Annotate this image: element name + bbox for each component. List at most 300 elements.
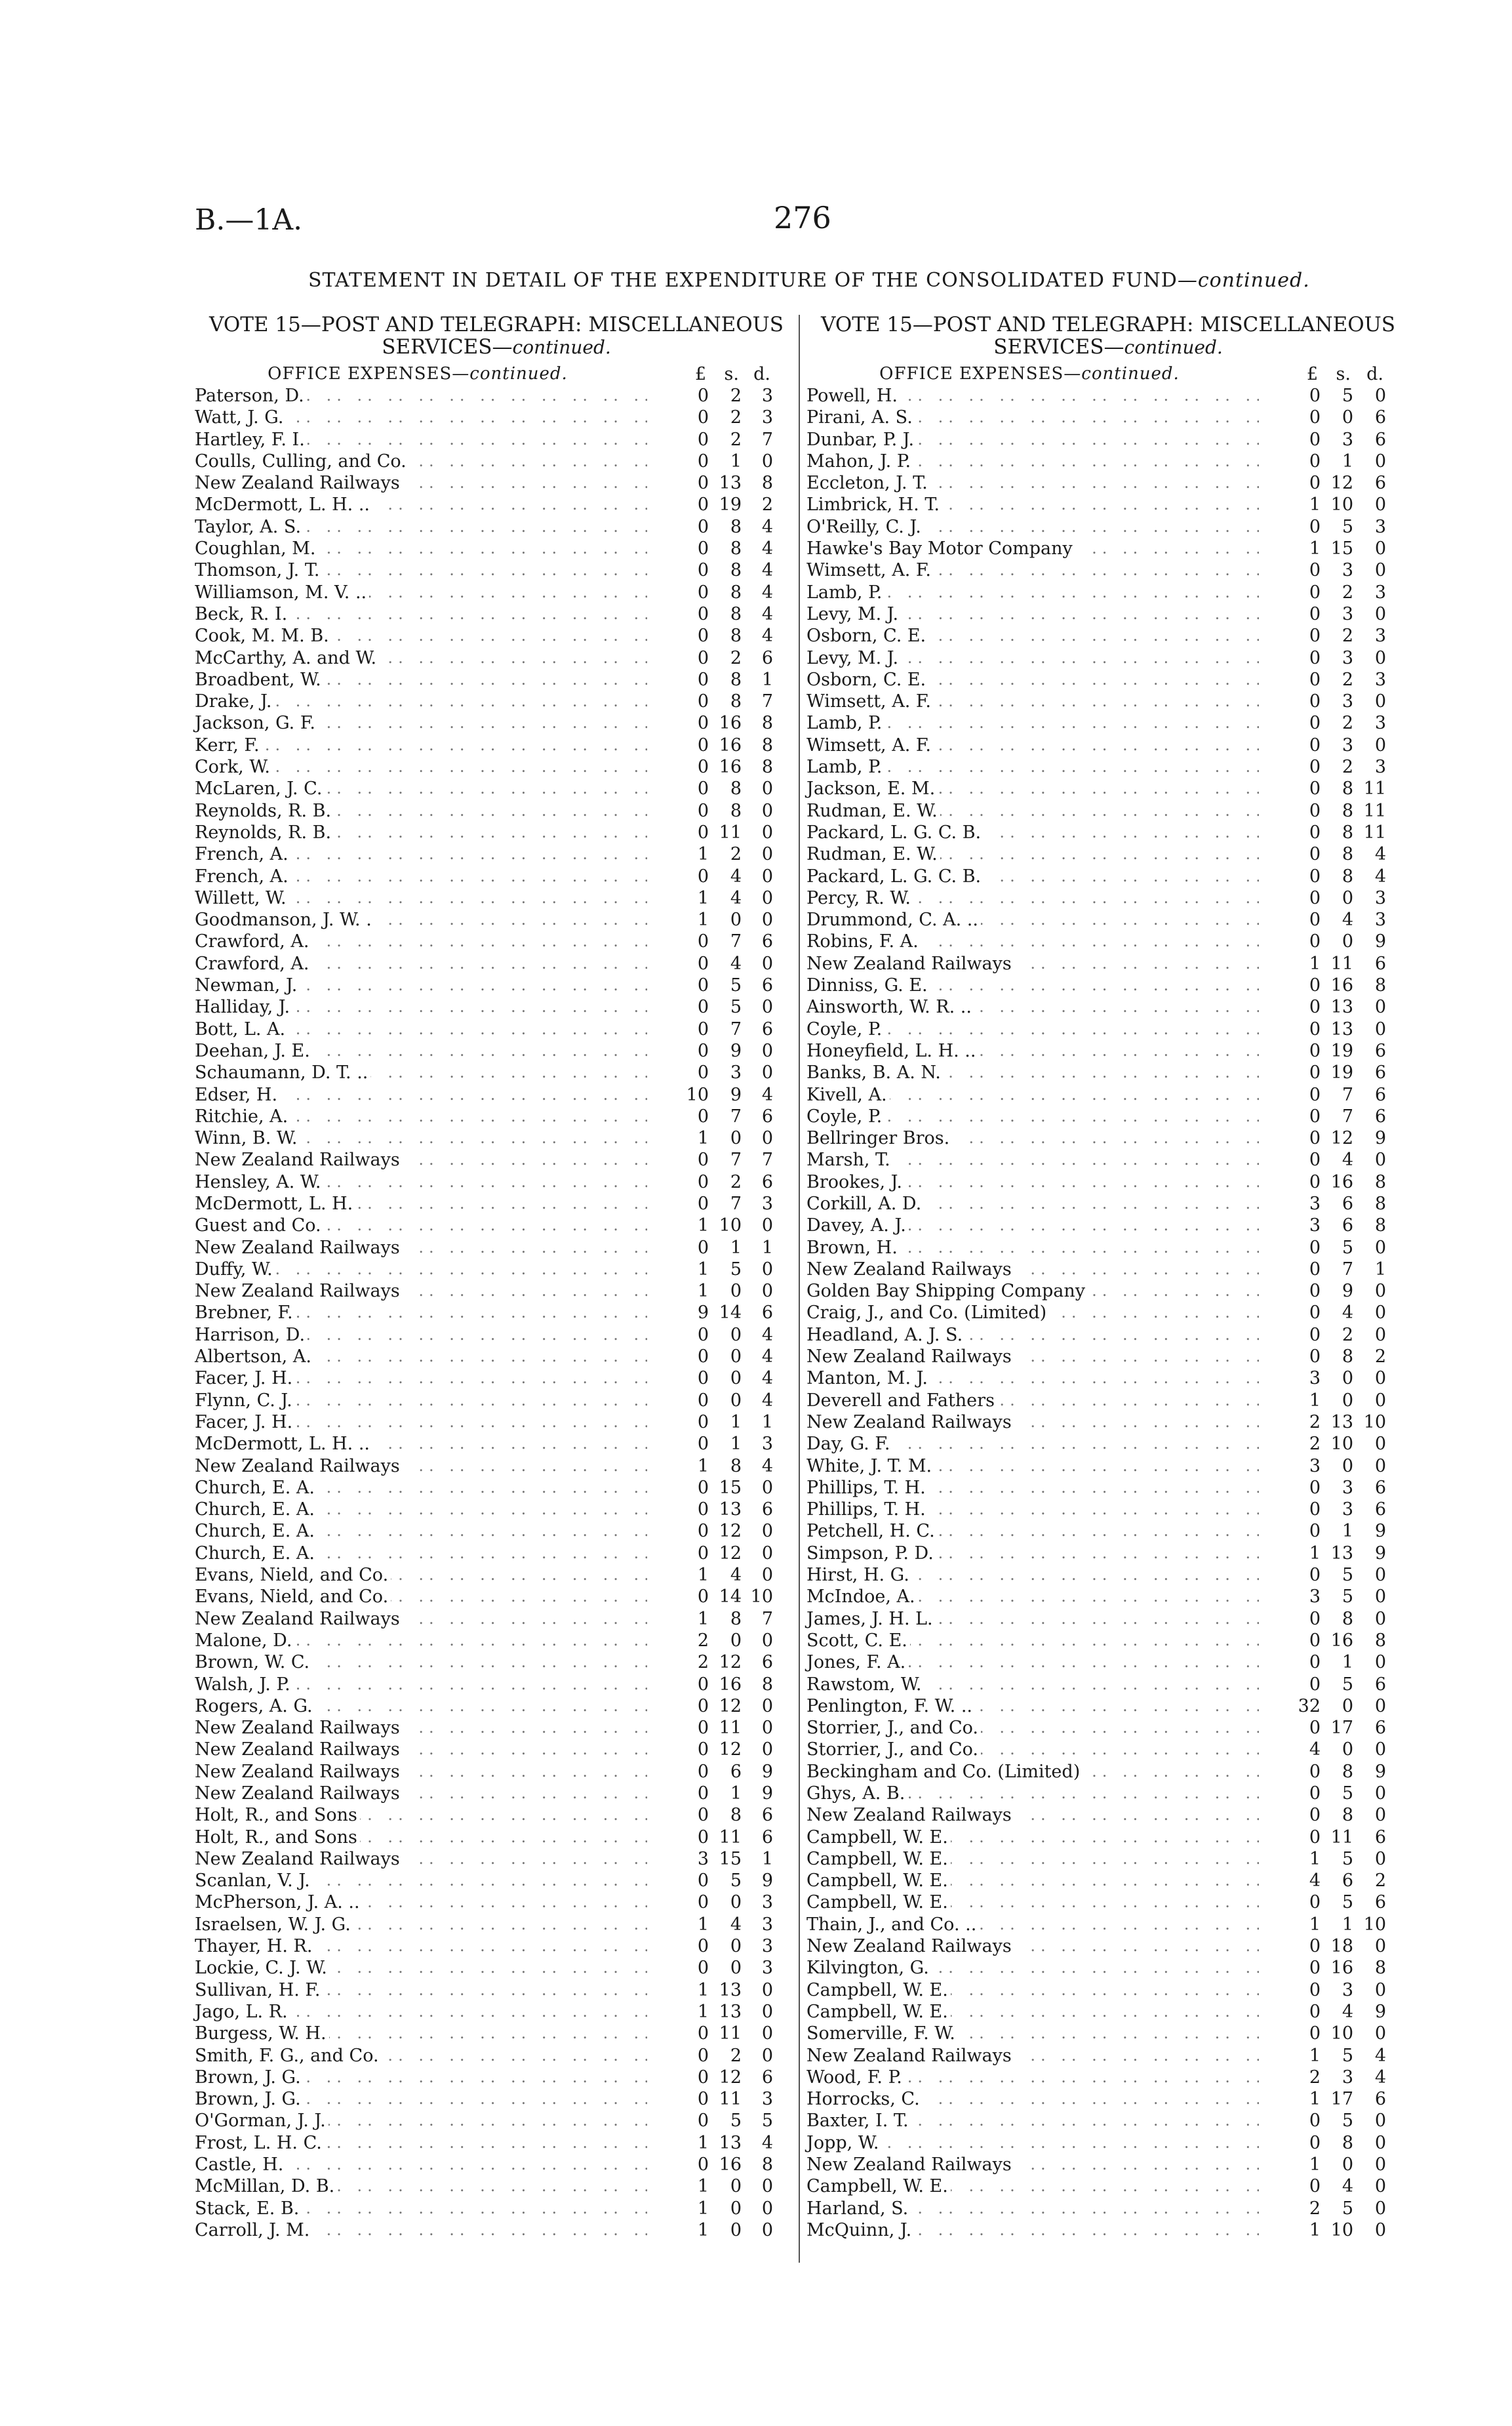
pence-value: 3 [761,2089,773,2110]
shillings-value: 0 [730,1324,742,1345]
payee-name: Penlington, F. W. .. [806,1695,975,1717]
pounds-value: 0 [1309,1718,1321,1739]
shillings-value: 12 [719,2067,742,2088]
shillings-value: 12 [1330,473,1353,494]
shillings-value: 0 [1342,1739,1353,1760]
pence-value: 4 [761,1455,773,1476]
pence-value: 4 [1374,866,1386,887]
pounds-value: 2 [1309,1411,1321,1432]
pounds-value: 0 [697,691,709,712]
shillings-value: 4 [1342,2001,1353,2022]
expense-row [195,2110,798,2132]
expense-row [806,1914,1410,1935]
pence-value: 3 [1374,669,1386,690]
shillings-value: 16 [1330,1958,1353,1979]
shillings-value: 0 [730,1936,742,1957]
payee-name: Simpson, P. D. [806,1543,936,1564]
pounds-value: 0 [697,866,709,887]
payee-name: Israelsen, W. J. G. [195,1914,353,1935]
expense-row [806,1084,1410,1106]
expense-row [195,866,798,887]
payee-name: Robins, F. A. [806,931,921,952]
pence-value: 0 [1374,2198,1386,2219]
payee-name: Reynolds, R. B. [195,800,334,822]
pounds-value: 0 [1309,2023,1321,2044]
payee-name: Bellringer Bros. [806,1127,952,1149]
shillings-value: 13 [719,1979,742,2000]
pounds-value: 0 [1309,713,1321,734]
pounds-value: 3 [1309,1587,1321,1607]
expense-row [806,472,1410,494]
pence-value: 11 [1363,822,1386,843]
shillings-value: 11 [1330,953,1353,974]
pounds-value: 0 [697,953,709,974]
payee-name: Campbell, W. E. [806,2001,951,2023]
payee-name: Church, E. A. [195,1520,317,1542]
pounds-value: 0 [1309,2132,1321,2153]
payee-name: Thayer, H. R. [195,1935,315,1957]
shillings-value: 7 [1342,1106,1353,1127]
pence-value: 0 [1374,603,1386,624]
pence-value: 4 [761,603,773,624]
shillings-value: 8 [1342,866,1353,887]
left-pounds-header: £ [694,364,706,384]
pounds-value: 0 [1309,1783,1321,1804]
expense-row [806,385,1410,407]
pounds-value: 0 [697,451,709,472]
payee-name: Campbell, W. E. [806,1848,951,1870]
payee-name: McCarthy, A. and W. [195,647,379,669]
payee-name: New Zealand Railways [806,1411,1014,1433]
payee-name: McMillan, D. B. [195,2175,337,2197]
pence-value: 8 [761,757,773,778]
left-column [195,313,798,2241]
payee-name: McDermott, L. H. .. [195,1433,372,1455]
expense-row [195,2023,798,2044]
payee-name: New Zealand Railways [806,2045,1014,2067]
payee-name: O'Gorman, J. J. [195,2110,328,2132]
pounds-value: 0 [1309,778,1321,799]
expense-row [195,2132,798,2154]
pounds-value: 0 [1309,997,1321,1018]
pounds-value: 2 [1309,1434,1321,1455]
payee-name: Brown, J. G. [195,2088,304,2110]
pence-value: 0 [1374,1805,1386,1826]
payee-name: Campbell, W. E. [806,1891,951,1913]
payee-name: Wimsett, A. F. [806,559,934,581]
pounds-value: 0 [1309,1521,1321,1542]
pounds-value: 0 [1309,866,1321,887]
pounds-value: 0 [1309,1565,1321,1586]
payee-name: Levy, M. J. [806,647,901,669]
pence-value: 9 [761,1783,773,1804]
expense-row [195,1564,798,1586]
shillings-value: 14 [719,1587,742,1607]
shillings-value: 8 [730,582,742,603]
shillings-value: 12 [719,1695,742,1716]
expense-row [806,429,1410,451]
shillings-value: 5 [1342,1892,1353,1913]
shillings-value: 11 [719,2023,742,2044]
pounds-value: 0 [1309,1303,1321,1324]
expense-row [195,1543,798,1564]
payee-name: Goodmanson, J. W. . [195,909,374,931]
expense-row [806,843,1410,865]
pounds-value: 0 [1309,647,1321,668]
pounds-value: 0 [1309,429,1321,450]
pence-value: 8 [761,473,773,494]
expense-row [195,1870,798,1891]
payee-name: Scott, C. E. [806,1630,910,1651]
pounds-value: 0 [1309,910,1321,931]
pence-value: 6 [1374,1674,1386,1695]
expense-row [195,1106,798,1127]
pence-value: 0 [761,910,773,931]
pence-value: 9 [1374,1128,1386,1149]
pence-value: 11 [1363,800,1386,821]
right-column [806,313,1410,2241]
expense-row [806,1761,1410,1783]
shillings-value: 10 [719,1215,742,1236]
expense-row [806,1237,1410,1259]
shillings-value: 8 [730,1608,742,1629]
shillings-value: 13 [1330,1543,1353,1564]
pounds-value: 0 [1309,1259,1321,1280]
pence-value: 1 [761,669,773,690]
shillings-value: 6 [1342,1193,1353,1214]
payee-name: Jago, L. R. [195,2001,290,2023]
expense-row [195,2219,798,2241]
shillings-value: 2 [1342,1324,1353,1345]
shillings-value: 8 [730,778,742,799]
expense-row [806,1259,1410,1280]
expense-row [195,1193,798,1215]
payee-name: Lamb, P. [806,582,885,603]
pence-value: 2 [761,495,773,516]
payee-name: Brebner, F. [195,1302,296,1324]
pounds-value: 0 [697,626,709,647]
pounds-value: 0 [1309,1674,1321,1695]
payee-name: Mahon, J. P. [806,451,913,472]
pounds-value: 1 [1309,2045,1321,2066]
expense-row [806,1543,1410,1564]
pounds-value: 0 [1309,1892,1321,1913]
leader-dots [195,735,647,756]
pence-value: 0 [761,1565,773,1586]
pounds-value: 1 [1309,1848,1321,1869]
pence-value: 3 [1374,516,1386,537]
expense-row [806,712,1410,734]
pence-value: 2 [1374,1870,1386,1891]
pence-value: 0 [1374,997,1386,1018]
payee-name: Williamson, M. V. .. [195,582,369,603]
expense-row [195,1433,798,1455]
pence-value: 0 [761,2023,773,2044]
expense-row [806,1783,1410,1804]
pounds-value: 1 [1309,2089,1321,2110]
shillings-value: 0 [730,1128,742,1149]
payee-name: Beckingham and Co. (Limited) [806,1761,1083,1783]
payee-name: New Zealand Railways [806,953,1014,975]
shillings-value: 11 [719,1827,742,1848]
pounds-value: 0 [1309,800,1321,821]
expense-row [195,1695,798,1717]
pence-value: 0 [761,844,773,865]
expense-row [806,1127,1410,1149]
pence-value: 6 [761,1019,773,1040]
shillings-value: 8 [730,538,742,559]
pounds-value: 0 [697,1936,709,1957]
pounds-value: 0 [697,1870,709,1891]
pounds-value: 0 [697,1718,709,1739]
expense-row [806,1455,1410,1477]
expense-row [806,1957,1410,1979]
payee-name: Burgess, W. H. [195,2023,329,2044]
expense-row [195,429,798,451]
expense-row [806,2088,1410,2110]
pence-value: 6 [761,1303,773,1324]
expense-row [806,1040,1410,1062]
shillings-value: 6 [1342,1215,1353,1236]
shillings-value: 0 [730,1346,742,1367]
pounds-value: 0 [697,1958,709,1979]
payee-name: Schaumann, D. T. .. [195,1062,370,1083]
pence-value: 4 [761,1390,773,1411]
shillings-value: 3 [1342,603,1353,624]
expense-row [195,385,798,407]
payee-name: Rawstom, W. [806,1674,925,1695]
payee-name: Albertson, A. [195,1346,314,1367]
expense-row [195,1149,798,1171]
shillings-value: 15 [1330,538,1353,559]
pounds-value: 0 [1309,2111,1321,2132]
expense-row [806,1367,1410,1389]
payee-name: Ritchie, A. [195,1106,290,1127]
expense-row [195,909,798,931]
shillings-value: 13 [719,2001,742,2022]
pounds-value: 0 [697,1150,709,1171]
shillings-value: 2 [730,407,742,428]
expense-row [195,538,798,559]
payee-name: Brown, J. G. [195,2067,304,2088]
shillings-value: 3 [1342,2067,1353,2088]
shillings-value: 8 [1342,2132,1353,2153]
shillings-value: 8 [730,1805,742,1826]
pounds-value: 0 [697,1543,709,1564]
shillings-value: 12 [719,1652,742,1673]
pence-value: 0 [1374,1434,1386,1455]
pence-value: 0 [761,953,773,974]
pence-value: 0 [761,866,773,887]
pence-value: 0 [1374,1324,1386,1345]
expense-row [806,756,1410,778]
shillings-value: 16 [719,713,742,734]
expense-row [806,625,1410,647]
payee-name: Holt, R., and Sons [195,1827,360,1848]
pence-value: 0 [761,1521,773,1542]
pounds-value: 0 [697,1324,709,1345]
payee-name: New Zealand Railways [195,1149,403,1171]
payee-name: O'Reilly, C. J. [806,516,924,538]
pounds-value: 0 [697,1434,709,1455]
payee-name: New Zealand Railways [195,1280,403,1302]
pounds-value: 0 [1309,407,1321,428]
pounds-value: 0 [697,1739,709,1760]
pence-value: 4 [761,2132,773,2153]
payee-name: Drummond, C. A. .. [806,909,981,931]
shillings-value: 18 [1330,1936,1353,1957]
pounds-value: 0 [1309,2176,1321,2197]
shillings-value: 7 [730,1106,742,1127]
pence-value: 4 [761,582,773,603]
pounds-value: 4 [1309,1870,1321,1891]
expense-row [806,2001,1410,2023]
expense-row [195,1520,798,1542]
pence-value: 0 [1374,1848,1386,1869]
expense-row [806,975,1410,996]
shillings-value: 2 [1342,626,1353,647]
pence-value: 0 [761,2045,773,2066]
shillings-value: 10 [1330,1434,1353,1455]
expense-row [806,559,1410,581]
payee-name: Thomson, J. T. [195,559,322,581]
shillings-value: 0 [730,2198,742,2219]
pence-value: 0 [1374,2176,1386,2197]
payee-name: Duffy, W. [195,1259,275,1280]
pence-value: 4 [761,1324,773,1345]
pence-value: 4 [761,626,773,647]
pence-value: 1 [761,1848,773,1869]
expense-row [806,2219,1410,2241]
pounds-value: 0 [1309,1019,1321,1040]
pence-value: 7 [761,429,773,450]
payee-name: Coulls, Culling, and Co. [195,451,409,472]
pounds-value: 0 [1309,560,1321,581]
payee-name: Wimsett, A. F. [806,691,934,712]
shillings-value: 3 [1342,691,1353,712]
shillings-value: 4 [1342,1303,1353,1324]
payee-name: Scanlan, V. J. [195,1870,313,1891]
shillings-value: 0 [730,1892,742,1913]
pounds-value: 0 [1309,386,1321,406]
pence-value: 3 [761,407,773,428]
shillings-value: 4 [1342,910,1353,931]
expense-row [806,1695,1410,1717]
expense-row [806,1390,1410,1411]
pounds-value: 0 [697,1237,709,1258]
pence-value: 0 [1374,560,1386,581]
expense-row [806,1564,1410,1586]
expense-row [195,1783,798,1804]
pounds-value: 0 [1309,757,1321,778]
pounds-value: 1 [697,1128,709,1149]
payee-name: Coyle, P. [806,1106,885,1127]
right-pence-header: d. [1366,364,1383,384]
pounds-value: 1 [697,2176,709,2197]
pounds-value: 0 [697,822,709,843]
payee-name: Petchell, H. C. [806,1520,938,1542]
expense-row [806,516,1410,538]
pounds-value: 0 [1309,626,1321,647]
expense-row [195,603,798,625]
pence-value: 4 [1374,2045,1386,2066]
pence-value: 0 [761,997,773,1018]
payee-name: New Zealand Railways [195,1455,403,1477]
pence-value: 10 [750,1587,773,1607]
shillings-value: 2 [730,1171,742,1192]
shillings-value: 7 [730,1193,742,1214]
shillings-value: 16 [719,2154,742,2175]
shillings-value: 5 [1342,1848,1353,1869]
left-expense-list [195,385,798,2241]
pounds-value: 1 [697,2219,709,2240]
pence-value: 6 [761,1499,773,1520]
shillings-value: 19 [1330,1040,1353,1061]
pounds-value: 0 [697,1346,709,1367]
pence-value: 0 [1374,1150,1386,1171]
pounds-value: 1 [697,1914,709,1935]
shillings-value: 2 [1342,757,1353,778]
shillings-value: 10 [1330,2219,1353,2240]
expense-row [195,1761,798,1783]
pounds-value: 0 [1309,1128,1321,1149]
shillings-value: 16 [1330,975,1353,996]
pounds-value: 0 [697,1695,709,1716]
payee-name: Bott, L. A. [195,1019,288,1040]
shillings-value: 1 [730,1434,742,1455]
pence-value: 0 [761,778,773,799]
expense-row [806,1149,1410,1171]
pence-value: 0 [761,1259,773,1280]
pounds-value: 3 [1309,1455,1321,1476]
payee-name: Evans, Nield, and Co. [195,1586,391,1607]
expense-row [806,669,1410,691]
payee-name: McLaren, J. C. [195,778,325,799]
shillings-value: 1 [1342,1521,1353,1542]
pence-value: 3 [761,386,773,406]
shillings-value: 1 [730,1411,742,1432]
pence-value: 0 [761,1281,773,1302]
pence-value: 8 [761,2154,773,2175]
pounds-value: 0 [1309,1761,1321,1782]
right-vote-title-continued: continued. [1124,336,1223,358]
expense-row [195,1891,798,1913]
shillings-value: 8 [730,626,742,647]
pounds-value: 0 [697,1411,709,1432]
payee-name: McDermott, L. H. [195,1193,355,1215]
pounds-value: 0 [1309,582,1321,603]
expense-row [195,2154,798,2175]
payee-name: Brown, H. [806,1237,900,1259]
pounds-value: 0 [1309,1477,1321,1498]
payee-name: Day, G. F. [806,1433,892,1455]
pounds-value: 0 [697,1171,709,1192]
expense-row [806,582,1410,603]
shillings-value: 3 [1342,429,1353,450]
pence-value: 0 [1374,2154,1386,2175]
expense-row [806,1630,1410,1651]
shillings-value: 5 [1342,1565,1353,1586]
shillings-value: 0 [730,1630,742,1651]
pence-value: 8 [1374,1630,1386,1651]
payee-name: Church, E. A. [195,1499,317,1520]
shillings-value: 8 [730,669,742,690]
pounds-value: 1 [1309,1543,1321,1564]
pence-value: 9 [1374,931,1386,952]
pence-value: 6 [1374,2089,1386,2110]
pounds-value: 0 [697,1783,709,1804]
statement-continued: —continued. [1177,269,1310,292]
